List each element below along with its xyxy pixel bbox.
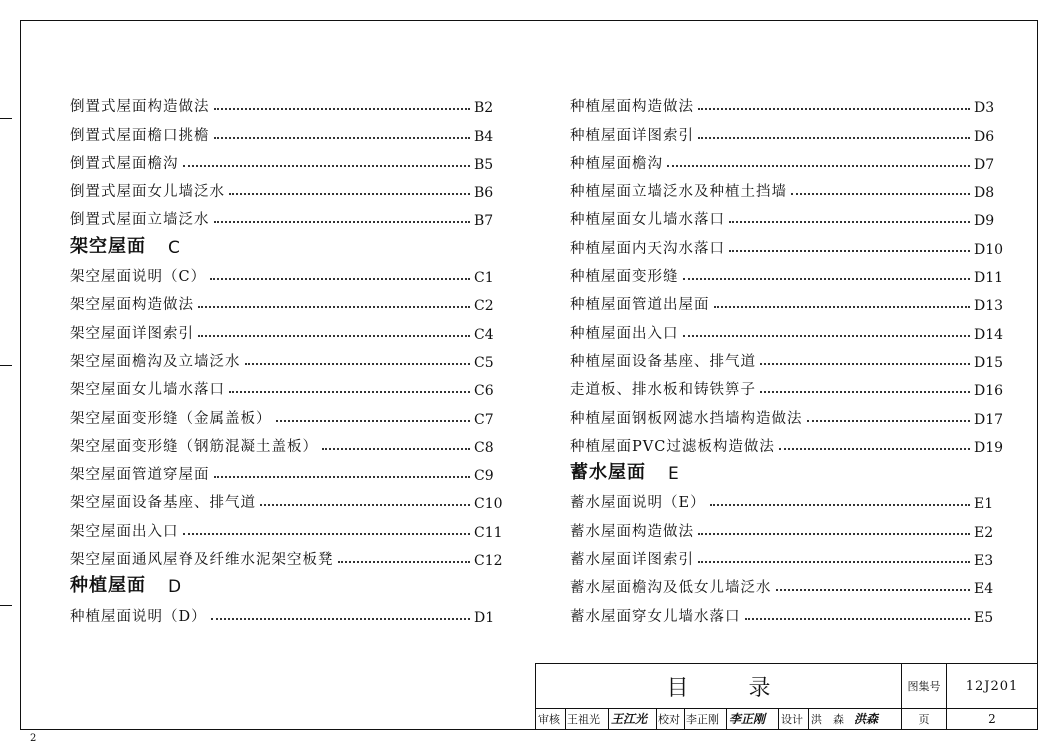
toc-entry-page-code: D11	[974, 270, 1004, 287]
title-row	[536, 664, 1037, 709]
toc-entry-page-code: C1	[474, 270, 494, 287]
review-label: 审核	[538, 712, 560, 726]
proofer-signature: 李正刚	[729, 712, 766, 726]
toc-entry[interactable]	[570, 343, 1010, 371]
toc-entry[interactable]	[70, 286, 510, 314]
toc-left-column	[70, 88, 510, 626]
toc-entry-title: 种植屋面立墙泛水及种植土挡墙	[570, 184, 787, 201]
designer-name: 洪 森	[811, 712, 844, 726]
toc-entry-title: 架空屋面檐沟及立墙泛水	[70, 353, 241, 370]
section-heading-title: 蓄水屋面	[570, 462, 646, 484]
toc-entry-page-code: E2	[974, 524, 994, 541]
toc-entry[interactable]	[570, 569, 1010, 597]
toc-entry-title: 架空屋面变形缝（钢筋混凝土盖板）	[70, 438, 318, 455]
leader-dots	[322, 448, 470, 450]
toc-entry[interactable]	[570, 229, 1010, 257]
toc-entry-title: 种植屋面钢板网滤水挡墙构造做法	[570, 410, 803, 427]
toc-entry-page-code: E4	[974, 581, 994, 598]
leader-dots	[214, 137, 471, 139]
toc-entry-title: 架空屋面说明（C）	[70, 269, 207, 286]
toc-entry-page-code: D1	[474, 609, 495, 626]
section-heading	[70, 229, 510, 257]
toc-entry-page-code: C10	[474, 496, 503, 513]
atlas-no-label: 图集号	[907, 680, 941, 693]
toc-entry-title: 种植屋面女儿墙水落口	[570, 212, 725, 229]
leader-dots	[729, 221, 970, 223]
toc-entry-page-code: C8	[474, 439, 494, 456]
toc-entry[interactable]	[570, 145, 1010, 173]
toc-entry-page-code: E1	[974, 496, 994, 513]
section-heading-code: D	[168, 577, 183, 598]
toc-entry-page-code: B2	[474, 100, 494, 117]
toc-entry-title: 蓄水屋面檐沟及低女儿墙泛水	[570, 580, 772, 597]
leader-dots	[198, 306, 470, 308]
page-number: 2	[988, 711, 996, 726]
toc-entry-title: 蓄水屋面穿女儿墙水落口	[570, 608, 741, 625]
leader-dots	[698, 533, 970, 535]
toc-entry-title: 倒置式屋面立墙泛水	[70, 212, 210, 229]
toc-entry[interactable]	[70, 371, 510, 399]
toc-entry[interactable]	[570, 541, 1010, 569]
leader-dots	[683, 335, 971, 337]
leader-dots	[276, 420, 471, 422]
leader-dots	[698, 108, 970, 110]
toc-entry-title: 架空屋面设备基座、排气道	[70, 495, 256, 512]
section-heading-code: E	[668, 464, 680, 485]
toc-entry[interactable]	[570, 314, 1010, 342]
toc-entry-title: 种植屋面出入口	[570, 325, 679, 342]
toc-entry-page-code: C4	[474, 326, 494, 343]
toc-entry-page-code: D14	[974, 326, 1004, 343]
toc-entry[interactable]	[70, 456, 510, 484]
toc-entry-title: 架空屋面详图索引	[70, 325, 194, 342]
toc-entry[interactable]	[70, 258, 510, 286]
toc-entry-page-code: B5	[474, 156, 494, 173]
toc-entry-title: 倒置式屋面檐沟	[70, 155, 179, 172]
toc-entry[interactable]	[570, 88, 1010, 116]
leader-dots	[776, 589, 971, 591]
toc-entry-title: 蓄水屋面说明（E）	[570, 495, 706, 512]
margin-tick	[0, 118, 12, 119]
toc-entry-title: 架空屋面通风屋脊及纤维水泥架空板凳	[70, 552, 334, 569]
page-label: 页	[918, 712, 930, 726]
proofer-name: 李正刚	[686, 712, 719, 726]
toc-entry-page-code: D13	[974, 298, 1004, 315]
toc-entry-page-code: D6	[974, 128, 995, 145]
leader-dots	[214, 221, 471, 223]
toc-entry[interactable]	[70, 201, 510, 229]
section-heading-code: C	[168, 237, 181, 258]
toc-entry-page-code: C7	[474, 411, 494, 428]
leader-dots	[683, 278, 971, 280]
toc-right-column	[570, 88, 1010, 626]
toc-entry-page-code: B4	[474, 128, 494, 145]
toc-entry[interactable]	[570, 512, 1010, 540]
leader-dots	[698, 561, 970, 563]
toc-entry[interactable]	[70, 512, 510, 540]
leader-dots	[779, 448, 970, 450]
toc-entry-page-code: C9	[474, 468, 494, 485]
leader-dots	[729, 250, 970, 252]
toc-entry-page-code: C5	[474, 354, 494, 371]
toc-entry-page-code: C11	[474, 524, 503, 541]
leader-dots	[760, 391, 970, 393]
toc-entry-title: 种植屋面管道出屋面	[570, 297, 710, 314]
leader-dots	[183, 165, 471, 167]
toc-entry-title: 种植屋面说明（D）	[70, 608, 207, 625]
leader-dots	[211, 618, 470, 620]
toc-entry[interactable]	[70, 173, 510, 201]
leader-dots	[245, 363, 471, 365]
toc-entry[interactable]	[70, 428, 510, 456]
leader-dots	[214, 476, 471, 478]
toc-entry[interactable]	[70, 399, 510, 427]
proof-label: 校对	[658, 712, 680, 726]
toc-entry-page-code: C6	[474, 383, 494, 400]
toc-entry-title: 倒置式屋面构造做法	[70, 99, 210, 116]
section-heading-title: 架空屋面	[70, 235, 146, 257]
toc-entry-title: 架空屋面出入口	[70, 523, 179, 540]
leader-dots	[791, 193, 970, 195]
toc-entry[interactable]	[70, 145, 510, 173]
leader-dots	[760, 363, 970, 365]
toc-entry-title: 种植屋面变形缝	[570, 269, 679, 286]
sheet-title: 目录	[666, 675, 831, 701]
toc-entry[interactable]	[570, 428, 1010, 456]
leader-dots	[183, 533, 471, 535]
toc-entry-page-code: B7	[474, 213, 494, 230]
toc-entry-title: 架空屋面管道穿屋面	[70, 467, 210, 484]
toc-entry-title: 蓄水屋面详图索引	[570, 552, 694, 569]
toc-entry-page-code: D19	[974, 439, 1004, 456]
toc-entry-title: 种植屋面内天沟水落口	[570, 240, 725, 257]
title-block	[535, 663, 1038, 730]
toc-entry-title: 蓄水屋面构造做法	[570, 523, 694, 540]
toc-entry-page-code: E3	[974, 553, 994, 570]
section-heading	[570, 456, 1010, 484]
toc-entry-title: 架空屋面构造做法	[70, 297, 194, 314]
toc-entry-title: 种植屋面设备基座、排气道	[570, 353, 756, 370]
toc-entry[interactable]	[570, 371, 1010, 399]
toc-entry[interactable]	[570, 286, 1010, 314]
toc-entry[interactable]	[70, 597, 510, 625]
leader-dots	[807, 420, 971, 422]
leader-dots	[710, 504, 970, 506]
toc-entry[interactable]	[570, 484, 1010, 512]
leader-dots	[745, 618, 971, 620]
toc-entry[interactable]	[570, 201, 1010, 229]
toc-entry[interactable]	[70, 343, 510, 371]
atlas-no-value: 12J201	[965, 678, 1019, 694]
toc-entry-page-code: D9	[974, 213, 995, 230]
toc-entry-page-code: D3	[974, 100, 995, 117]
leader-dots	[198, 335, 470, 337]
leader-dots	[229, 391, 470, 393]
toc-entry[interactable]	[570, 597, 1010, 625]
toc-entry-title: 走道板、排水板和铸铁箅子	[570, 382, 756, 399]
toc-entry-title: 架空屋面变形缝（金属盖板）	[70, 410, 272, 427]
leader-dots	[229, 193, 470, 195]
toc-entry-page-code: C2	[474, 298, 494, 315]
toc-entry-page-code: D17	[974, 411, 1004, 428]
leader-dots	[667, 165, 970, 167]
designer-signature: 洪森	[854, 712, 879, 726]
section-heading-title: 种植屋面	[70, 575, 146, 597]
toc-entry-title: 倒置式屋面女儿墙泛水	[70, 184, 225, 201]
leader-dots	[210, 278, 470, 280]
toc-entry[interactable]	[70, 484, 510, 512]
toc-entry-page-code: C12	[474, 553, 503, 570]
margin-tick	[0, 605, 12, 606]
leader-dots	[714, 306, 971, 308]
reviewer-signature: 王江光	[611, 712, 648, 726]
toc-entry-page-code: B6	[474, 185, 494, 202]
toc-entry-page-code: D10	[974, 241, 1004, 258]
toc-entry[interactable]	[570, 173, 1010, 201]
toc-entry-title: 架空屋面女儿墙水落口	[70, 382, 225, 399]
toc-entry-title: 倒置式屋面檐口挑檐	[70, 127, 210, 144]
margin-tick	[0, 365, 12, 366]
toc-entry-page-code: D16	[974, 383, 1004, 400]
reviewer-name: 王祖光	[567, 712, 600, 726]
toc-entry-page-code: D15	[974, 354, 1004, 371]
toc-entry-title: 种植屋面檐沟	[570, 155, 663, 172]
toc-entry[interactable]	[570, 258, 1010, 286]
toc-entry-title: 种植屋面详图索引	[570, 127, 694, 144]
toc-entry[interactable]	[570, 399, 1010, 427]
toc-entry[interactable]	[70, 116, 510, 144]
signature-row	[536, 708, 1037, 729]
leader-dots	[338, 561, 471, 563]
toc-entry-title: 种植屋面构造做法	[570, 99, 694, 116]
leader-dots	[260, 504, 470, 506]
toc-entry[interactable]	[570, 116, 1010, 144]
toc-entry-page-code: D8	[974, 185, 995, 202]
section-heading	[70, 569, 510, 597]
leader-dots	[214, 108, 471, 110]
page-mark: 2	[30, 733, 37, 744]
toc-entry[interactable]	[70, 314, 510, 342]
toc-entry[interactable]	[70, 541, 510, 569]
toc-entry-title: 种植屋面PVC过滤板构造做法	[570, 438, 775, 455]
toc-entry-page-code: E5	[974, 609, 994, 626]
toc-entry-page-code: D7	[974, 156, 995, 173]
leader-dots	[698, 137, 970, 139]
design-label: 设计	[781, 712, 803, 726]
toc-entry[interactable]	[70, 88, 510, 116]
